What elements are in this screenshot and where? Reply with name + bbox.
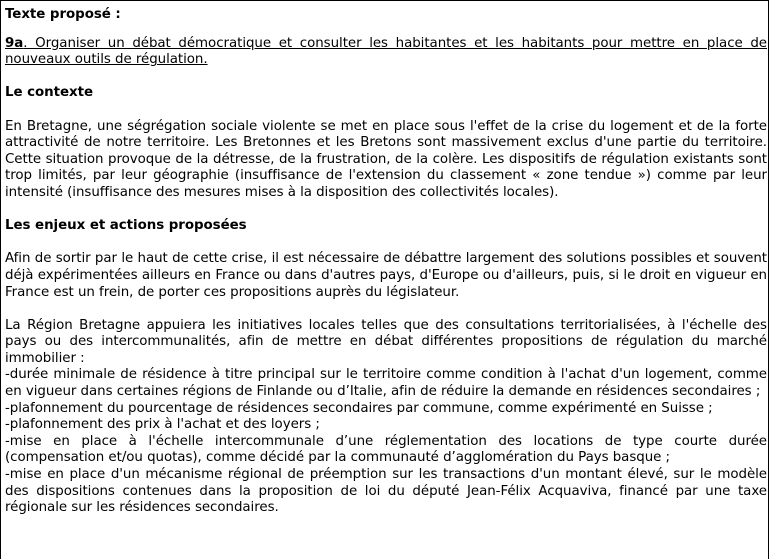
issues-paragraph: Afin de sortir par le haut de cette crise, il est nécessaire de débattre largement des solutions possibles et souvent déjà expérimentées ailleurs en France ou dans d'autres pays, d'Europe ou d'ailleurs, puis, si le droit en vigueur en France est un frein, de porter ces propositions auprès du législateur. xyxy=(5,251,767,300)
proposal-title-text: . Organiser un débat démocratique et consulter les habitantes et les habitants pour mettre en place de nouveaux outils de régulation. xyxy=(5,35,767,68)
context-heading: Le contexte xyxy=(5,85,93,101)
issues-heading: Les enjeux et actions proposées xyxy=(5,218,247,234)
measure-item: -mise en place d'un mécanisme régional de préemption sur les transactions d'un montant élevé, sur le modèle des dispositions contenues dans la proposition de loi du député Jean-Félix Acquaviva, financé par une taxe régionale sur les résidences secondaires. xyxy=(5,467,767,516)
context-paragraph: En Bretagne, une ségrégation sociale violente se met en place sous l'effet de la crise du logement et de la forte attractivité de notre territoire. Les Bretonnes et les Bretons sont massivement exclus d'une partie du territoire. Cette situation provoque de la détresse, de la frustration, de la colère. Les dispositifs de régulation existants sont trop limités, par leur géographie (insuffisance de l'extension du classement « zone tendue ») comme par leur intensité (insuffisance des mesures mises à la disposition des collectivités locales). xyxy=(5,118,767,200)
proposed-text-label: Texte proposé : xyxy=(5,7,121,22)
measure-item: -mise en place à l'échelle intercommunale d’une réglementation des locations de type courte durée (compensation et/ou quotas), comme décidé par la communauté d’agglomération du Pays basque ; xyxy=(5,433,767,466)
measure-item: -plafonnement du pourcentage de résidences secondaires par commune, comme expérimenté en Suisse ; xyxy=(5,400,713,416)
region-paragraph: La Région Bretagne appuiera les initiatives locales telles que des consultations territorialisées, à l'échelle des pays ou des intercommunalités, afin de mettre en débat différentes propositions de régulation du marché immobilier : xyxy=(5,317,767,366)
measure-item: -durée minimale de résidence à titre principal sur le territoire comme condition à l'achat d'un logement, comme en vigueur dans certaines régions de Finlande ou d’Italie, afin de réduire la demande en résidences secondaires ; xyxy=(5,367,767,400)
proposal-number: 9a xyxy=(5,35,24,51)
proposal-title xyxy=(5,36,767,69)
measure-item: -plafonnement des prix à l'achat et des loyers ; xyxy=(5,417,320,433)
document-body xyxy=(5,7,767,517)
